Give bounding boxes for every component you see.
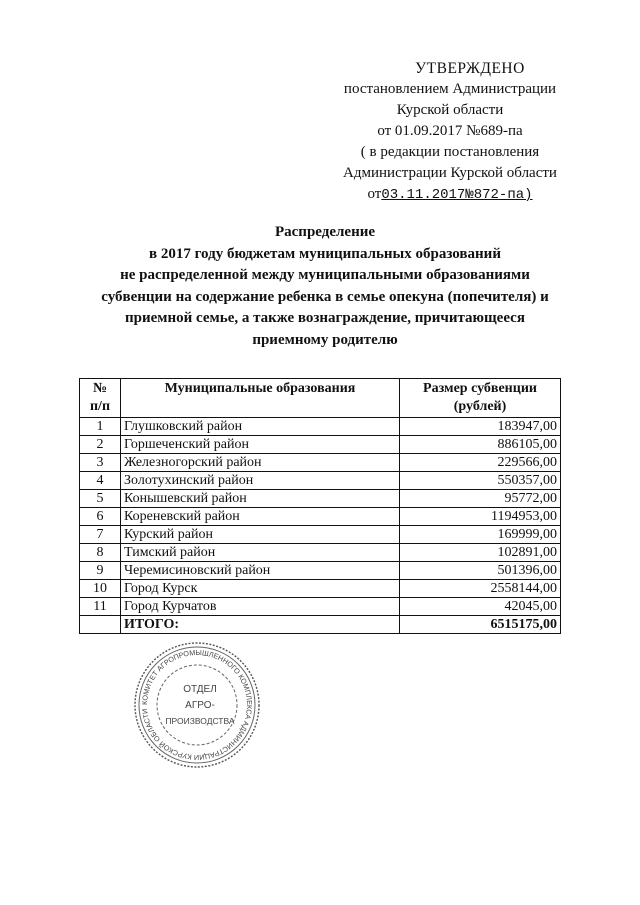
- table-row: [80, 454, 561, 472]
- row-amount: 229566,00: [400, 454, 561, 472]
- approval-amendment-number: 03.11.2017№872-па): [381, 187, 533, 203]
- header-amount-line-2: (рублей): [453, 399, 507, 414]
- table-row: [80, 580, 561, 598]
- row-municipality: Глушковский район: [121, 418, 400, 436]
- table-row: [80, 526, 561, 544]
- table-header-row: [80, 379, 561, 418]
- header-municipality: Муниципальные образования: [121, 379, 400, 418]
- table-row: [80, 508, 561, 526]
- official-stamp: [132, 640, 262, 770]
- row-municipality: Город Курчатов: [121, 598, 400, 616]
- row-number: 9: [80, 562, 121, 580]
- table-row: [80, 544, 561, 562]
- approval-block: [300, 58, 600, 206]
- title-line-6: приемному родителю: [252, 331, 398, 348]
- row-municipality: Курский район: [121, 526, 400, 544]
- row-amount: 102891,00: [400, 544, 561, 562]
- row-municipality: Черемисиновский район: [121, 562, 400, 580]
- stamp-seal: [132, 640, 262, 770]
- subvention-table: [79, 378, 561, 634]
- row-municipality: Железногорский район: [121, 454, 400, 472]
- stamp-ring-text: КОМИТЕТ АГРОПРОМЫШЛЕННОГО КОМПЛЕКСА АДМИНИСТРАЦИИ КУРСКОЙ ОБЛАСТИ: [139, 647, 255, 763]
- document-title: [90, 222, 560, 351]
- row-amount: 2558144,00: [400, 580, 561, 598]
- table-row: [80, 418, 561, 436]
- header-num: [80, 379, 121, 418]
- table-row: [80, 598, 561, 616]
- row-municipality: Золотухинский район: [121, 472, 400, 490]
- header-amount-line-1: Размер субвенции: [423, 381, 537, 396]
- row-number: 8: [80, 544, 121, 562]
- table-row: [80, 436, 561, 454]
- stamp-line-1: ОТДЕЛ: [183, 684, 217, 695]
- table-row: [80, 562, 561, 580]
- row-amount: 183947,00: [400, 418, 561, 436]
- approval-line-6-prefix: от: [367, 186, 382, 202]
- row-amount: 169999,00: [400, 526, 561, 544]
- stamp-line-2: АГРО-: [185, 700, 215, 711]
- row-number: 1: [80, 418, 121, 436]
- table-row: [80, 472, 561, 490]
- row-number: 7: [80, 526, 121, 544]
- total-label: ИТОГО:: [121, 616, 400, 634]
- approval-line-5: Администрации Курской области: [343, 165, 557, 181]
- total-amount: 6515175,00: [400, 616, 561, 634]
- title-line-5: приемной семье, а также вознаграждение, причитающееся: [125, 310, 525, 326]
- row-amount: 42045,00: [400, 598, 561, 616]
- header-num-line-2: п/п: [89, 399, 111, 414]
- row-number: 6: [80, 508, 121, 526]
- row-amount: 550357,00: [400, 472, 561, 490]
- title-line-1: Распределение: [274, 224, 376, 240]
- stamp-line-3: ПРОИЗВОДСТВА: [165, 716, 235, 726]
- row-number: 4: [80, 472, 121, 490]
- title-line-3: не распределенной между муниципальными образованиями: [120, 267, 530, 283]
- row-amount: 886105,00: [400, 436, 561, 454]
- approval-line-4: ( в редакции постановления: [360, 144, 540, 160]
- header-num-line-1: №: [92, 381, 108, 396]
- header-amount: [400, 379, 561, 418]
- table-total-row: [80, 616, 561, 634]
- table-row: [80, 490, 561, 508]
- row-amount: 1194953,00: [400, 508, 561, 526]
- total-num-cell: [80, 616, 121, 634]
- approval-line-6: [300, 184, 600, 206]
- row-amount: 501396,00: [400, 562, 561, 580]
- row-number: 2: [80, 436, 121, 454]
- table-body: [80, 418, 561, 616]
- row-amount: 95772,00: [400, 490, 561, 508]
- row-municipality: Кореневский район: [121, 508, 400, 526]
- row-number: 3: [80, 454, 121, 472]
- row-number: 11: [80, 598, 121, 616]
- title-line-4: субвенции на содержание ребенка в семье опекуна (попечителя) и: [101, 288, 549, 305]
- approval-line-2: Курской области: [396, 102, 504, 118]
- row-municipality: Тимский район: [121, 544, 400, 562]
- title-line-2: в 2017 году бюджетам муниципальных образований: [149, 245, 501, 262]
- approval-line-1: постановлением Администрации: [343, 81, 557, 97]
- row-number: 10: [80, 580, 121, 598]
- row-municipality: Горшеченский район: [121, 436, 400, 454]
- row-number: 5: [80, 490, 121, 508]
- approval-line-3: от 01.09.2017 №689-па: [377, 123, 523, 139]
- approval-heading: УТВЕРЖДЕНО: [415, 60, 525, 77]
- row-municipality: Конышевский район: [121, 490, 400, 508]
- row-municipality: Город Курск: [121, 580, 400, 598]
